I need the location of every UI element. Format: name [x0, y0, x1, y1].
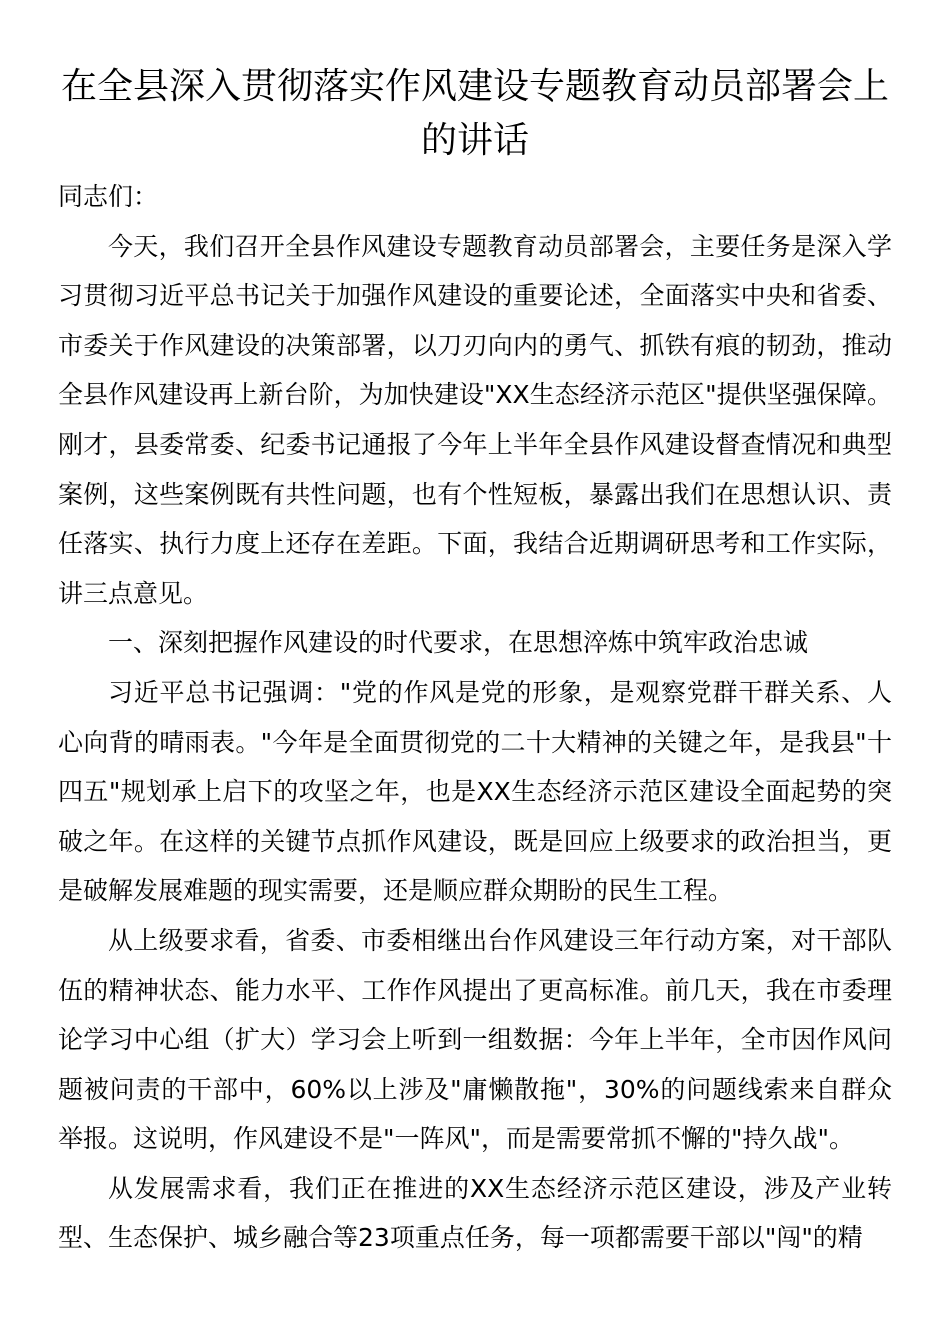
section-heading-1: 一、深刻把握作风建设的时代要求，在思想淬炼中筑牢政治忠诚 [108, 628, 809, 658]
paragraph-opening: 今天，我们召开全县作风建设专题教育动员部署会，主要任务是深入学习贯彻习近平总书记关于加强作风建设的重要论述，全面落实中央和省委、市委关于作风建设的决策部署，以刀刃向内的勇气、抓铁有痕的韧劲，推动全县作风建设再上新台阶，为加快建设"XX生态经济示范区"提供坚强保障。刚才，县委常委、纪委书记通报了今年上半年全县作风建设督查情况和典型案例，这些案例既有共性问题，也有个性短板，暴露出我们在思想认识、责任落实、执行力度上还存在差距。下面，我结合近期调研思考和工作实际，讲三点意见。 [58, 231, 892, 608]
paragraph-quote: 习近平总书记强调："党的作风是党的形象，是观察党群干群关系、人心向背的晴雨表。"今年是全面贯彻党的二十大精神的关键之年，是我县"十四五"规划承上启下的攻坚之年，也是XX生态经济示范区建设全面起势的突破之年。在这样的关键节点抓作风建设，既是回应上级要求的政治担当，更是破解发展难题的现实需要，还是顺应群众期盼的民生工程。 [58, 677, 892, 906]
document-page [58, 60, 892, 1263]
salutation: 同志们： [58, 182, 159, 211]
paragraph-superior-requirements: 从上级要求看，省委、市委相继出台作风建设三年行动方案，对干部队伍的精神状态、能力水平、工作作风提出了更高标准。前几天，我在市委理论学习中心组（扩大）学习会上听到一组数据：今年上半年，全市因作风问题被问责的干部中，60%以上涉及"庸懒散拖"，30%的问题线索来自群众举报。这说明，作风建设不是"一阵风"，而是需要常抓不懈的"持久战"。 [58, 925, 892, 1154]
document-title: 在全县深入贯彻落实作风建设专题教育动员部署会上的讲话 [60, 66, 889, 161]
paragraph-development-needs: 从发展需求看，我们正在推进的XX生态经济示范区建设，涉及产业转型、生态保护、城乡融合等23项重点任务，每一项都需要干部以"闯"的精 [58, 1173, 892, 1253]
